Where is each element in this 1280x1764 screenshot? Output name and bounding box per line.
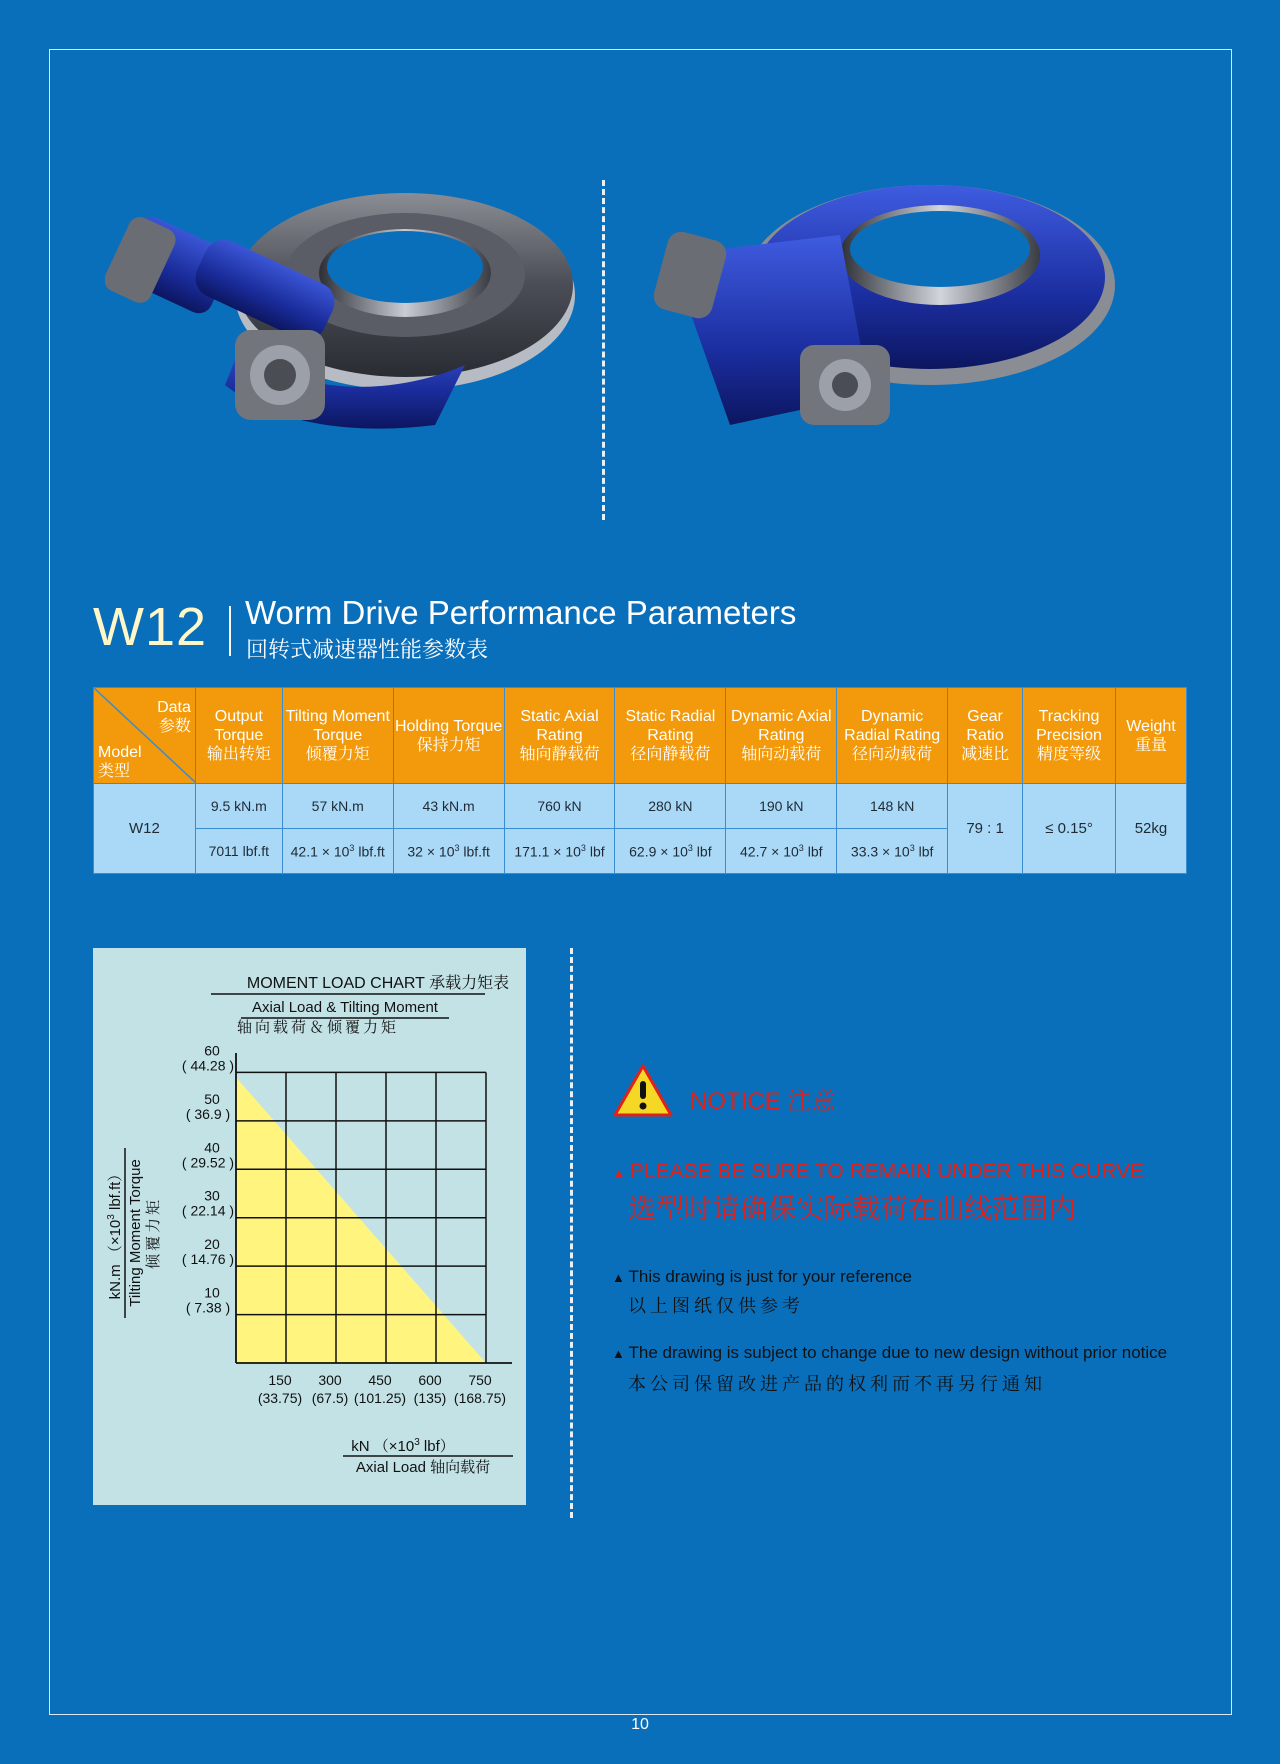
cell-metric: 148 kN (837, 784, 948, 829)
y-tick-label: 40 (204, 1139, 220, 1156)
divider-dashed (570, 948, 573, 1518)
note-reference-cn: 以上图纸仅供参考 (628, 1296, 804, 1316)
x-tick-label: 300 (318, 1372, 342, 1388)
notice-title: NOTICE 注意 (690, 1088, 836, 1115)
cell-metric: 9.5 kN.m (195, 784, 282, 829)
x-tick-alt-label: (101.25) (353, 1390, 407, 1406)
slewing-drive-image-back (650, 185, 1120, 455)
chart-title: MOMENT LOAD CHART 承载力矩表 (246, 975, 510, 992)
model-name: W12 (93, 597, 208, 657)
bullet-triangle-icon: ▲ (612, 1346, 629, 1361)
y-tick-alt-label: ( 22.14 ) (181, 1202, 235, 1219)
cell-imperial: $42.1 \times 10^3$ lbf.ft (282, 829, 393, 874)
table-header-row (94, 688, 1187, 784)
corner-model-label: Model (98, 744, 142, 761)
y-tick-label: 50 (204, 1090, 220, 1107)
header-dynamic-radial: Dynamic Radial Rating 径向动载荷 (837, 688, 948, 784)
cell-imperial: $42.7 \times 10^3$ lbf (726, 829, 837, 874)
header-tracking-precision: Tracking Precision 精度等级 (1023, 688, 1116, 784)
x-axis-label: Axial Load 轴向载荷 (355, 1459, 491, 1476)
corner-header (94, 688, 196, 784)
y-axis-label: Tilting Moment Torque (127, 1159, 144, 1307)
header-tilting-moment: Tilting Moment Torque 倾覆力矩 (282, 688, 393, 784)
note-change-cn: 本公司保留改进产品的权利而不再另行通知 (628, 1374, 1046, 1394)
header-weight: Weight 重量 (1115, 688, 1186, 784)
chart-subtitle-cn: 轴向载荷＆倾覆力矩 (236, 1019, 400, 1036)
table-row (94, 784, 1187, 829)
x-tick-label: 450 (368, 1372, 392, 1388)
plot-area (182, 1042, 512, 1406)
x-tick-alt-label: (67.5) (311, 1390, 349, 1406)
x-tick-label: 600 (418, 1372, 442, 1388)
notice-warning: ▲ PLEASE BE SURE TO REMAIN UNDER THIS CURVE (612, 1160, 1144, 1183)
cell-metric: 760 kN (504, 784, 615, 829)
page-number: 10 (631, 1716, 649, 1733)
header-dynamic-axial: Dynamic Axial Rating 轴向动载荷 (726, 688, 837, 784)
y-tick-label: 20 (204, 1236, 220, 1253)
warning-triangle-icon (612, 1063, 674, 1119)
page-title-cn: 回转式减速器性能参数表 (246, 637, 489, 662)
corner-data-label-cn: 参数 (158, 718, 191, 735)
y-axis-unit: kN.m （$\times 10^3$ lbf.ft） (106, 1166, 124, 1300)
cell-metric: 43 kN.m (393, 784, 504, 829)
cell-imperial: $62.9 \times 10^3$ lbf (615, 829, 726, 874)
cell-imperial: $171.1 \times 10^3$ lbf (504, 829, 615, 874)
cell-model: W12 (94, 784, 196, 874)
x-tick-alt-label: (168.75) (453, 1390, 507, 1406)
y-tick-alt-label: ( 36.9 ) (185, 1105, 231, 1122)
header-output-torque: Output Torque 输出转矩 (195, 688, 282, 784)
bullet-triangle-icon: ▲ (612, 1270, 629, 1285)
title-separator (229, 606, 231, 656)
y-tick-alt-label: ( 29.52 ) (181, 1154, 235, 1171)
cell-imperial: $33.3 \times 10^3$ lbf (837, 829, 948, 874)
page-title: Worm Drive Performance Parameters (245, 594, 797, 631)
x-tick-label: 150 (268, 1372, 292, 1388)
note-change: ▲ The drawing is subject to change due to new design without prior notice (612, 1343, 1168, 1362)
cell-weight: 52kg (1115, 784, 1186, 874)
header-gear-ratio: Gear Ratio 减速比 (948, 688, 1023, 784)
corner-model-label-cn: 类型 (98, 763, 131, 780)
x-tick-alt-label: (135) (413, 1390, 447, 1406)
cell-metric: 280 kN (615, 784, 726, 829)
bullet-triangle-icon: ▲ (612, 1165, 630, 1181)
y-axis-label-group (106, 1148, 162, 1318)
y-tick-label: 10 (204, 1284, 220, 1301)
y-tick-label: 30 (204, 1187, 220, 1204)
y-tick-alt-label: ( 14.76 ) (181, 1251, 235, 1268)
divider-dashed (602, 180, 605, 520)
cell-imperial: $32 \times 10^3$ lbf.ft (393, 829, 504, 874)
notice-warning-cn: 选型时请确保实际载荷在曲线范围内 (628, 1193, 1077, 1224)
y-tick-label: 60 (204, 1042, 220, 1059)
cell-metric: 190 kN (726, 784, 837, 829)
cell-precision: ≤ 0.15° (1023, 784, 1116, 874)
cell-metric: 57 kN.m (282, 784, 393, 829)
spec-table (93, 687, 1187, 874)
moment-load-chart (93, 948, 526, 1505)
header-static-radial: Static Radial Rating 径向静载荷 (615, 688, 726, 784)
chart-svg (93, 948, 526, 1505)
x-tick-label: 750 (468, 1372, 492, 1388)
cell-gear-ratio: 79 : 1 (948, 784, 1023, 874)
corner-data-label: Data (157, 699, 191, 716)
chart-subtitle: Axial Load & Tilting Moment (252, 999, 438, 1016)
y-tick-alt-label: ( 44.28 ) (181, 1057, 235, 1074)
cell-imperial: 7011 lbf.ft (195, 829, 282, 874)
slewing-drive-image-front (105, 185, 575, 455)
note-reference: ▲ This drawing is just for your reference (612, 1267, 912, 1286)
header-static-axial: Static Axial Rating 轴向静载荷 (504, 688, 615, 784)
y-axis-label-cn: 倾覆力矩 (145, 1196, 162, 1270)
header-holding-torque: Holding Torque 保持力矩 (393, 688, 504, 784)
y-tick-alt-label: ( 7.38 ) (185, 1299, 231, 1316)
x-tick-alt-label: (33.75) (257, 1390, 303, 1406)
x-axis-unit: kN （$\times 10^3$ lbf） (351, 1437, 455, 1455)
